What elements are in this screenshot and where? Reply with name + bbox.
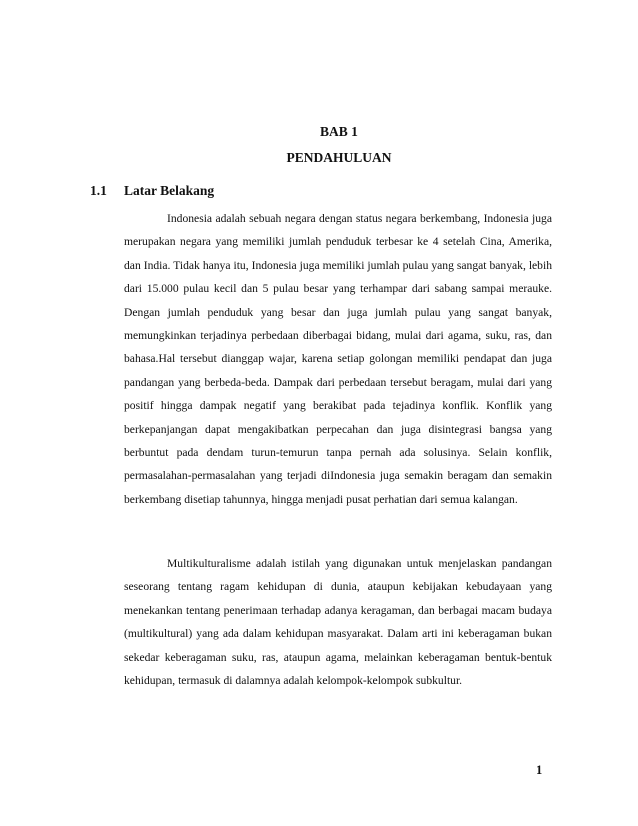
page-number: 1: [536, 763, 543, 777]
paragraph-2: Multikulturalisme adalah istilah yang digunakan untuk menjelaskan pandangan seseorang tentang ragam kehidupan di dunia, ataupun kebijakan kebudayaan yang menekankan tentang penerimaan terhadap adanya keragaman, dan berbagai macam budaya (multikultural) yang ada dalam kehidupan masyarakat. Dalam arti ini keberagaman bukan sekedar keberagaman suku, ras, ataupun agama, melainkan keberagaman bentuk-bentuk kehidupan, termasuk di dalamnya adalah kelompok-kelompok subkultur.: [124, 557, 552, 688]
chapter-number: BAB 1: [320, 124, 358, 139]
section-number: 1.1: [90, 183, 107, 198]
chapter-title: PENDAHULUAN: [286, 150, 392, 165]
section-title: Latar Belakang: [124, 183, 215, 198]
paragraph-1: Indonesia adalah sebuah negara dengan status negara berkembang, Indonesia juga merupakan negara yang memiliki jumlah penduduk terbesar ke 4 setelah Cina, Amerika, dan India. Tidak hanya itu, Indonesia juga memiliki jumlah pulau yang sangat banyak, lebih dari 15.000 pulau kecil dan 5 pulau besar yang terhampar dari sabang sampai merauke. Dengan jumlah penduduk yang besar dan juga jumlah pulau yang sangat banyak, memungkinkan terjadinya perbedaan diberbagai bidang, mulai dari agama, suku, ras, dan bahasa.Hal tersebut dianggap wajar, karena setiap golongan memiliki pendapat dan juga pandangan yang berbeda-beda. Dampak dari perbedaan tersebut beragam, mulai dari yang positif hingga dampak negatif yang berakibat pada tejadinya konflik. Konflik yang berkepanjangan dapat mengakibatkan perpecahan dan juga disintegrasi bangsa yang berbuntut pada dendam turun-temurun tanpa pernah ada solusinya. Selain konflik, permasalahan-permasalahan yang terjadi diIndonesia juga semakin beragam dan semakin berkembang disetiap tahunnya, hingga menjadi pusat perhatian dari semua kalangan.: [124, 212, 552, 506]
